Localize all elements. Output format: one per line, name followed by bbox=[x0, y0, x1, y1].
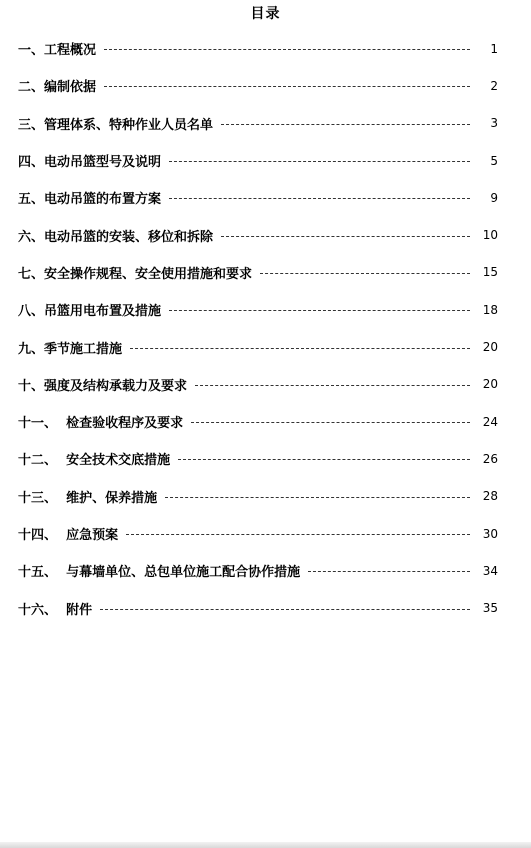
toc-entry-page: 24 bbox=[482, 414, 498, 429]
toc-entry-page: 15 bbox=[482, 265, 498, 280]
page-bottom-edge bbox=[0, 842, 531, 848]
toc-entry-page: 20 bbox=[482, 377, 498, 392]
toc-dot-leader bbox=[178, 459, 470, 460]
toc-entry-page: 1 bbox=[490, 41, 498, 56]
toc-entry[interactable] bbox=[18, 254, 498, 291]
toc-entry[interactable] bbox=[18, 366, 498, 403]
toc-entry-title: 附件 bbox=[66, 602, 93, 618]
toc-title: 目录 bbox=[250, 6, 281, 22]
toc-entry-page: 28 bbox=[482, 489, 498, 504]
toc-entry-page: 26 bbox=[482, 451, 498, 466]
toc-list bbox=[18, 30, 498, 627]
toc-entry[interactable] bbox=[18, 328, 498, 365]
toc-entry-title: 强度及结构承载力及要求 bbox=[44, 378, 188, 394]
toc-dot-leader bbox=[104, 49, 470, 50]
toc-entry-number: 七、 bbox=[18, 266, 45, 282]
toc-dot-leader bbox=[165, 497, 470, 498]
toc-entry[interactable] bbox=[18, 552, 498, 589]
toc-entry[interactable] bbox=[18, 515, 498, 552]
toc-entry[interactable] bbox=[18, 179, 498, 216]
toc-entry-title: 维护、保养措施 bbox=[66, 490, 158, 506]
toc-dot-leader bbox=[308, 571, 470, 572]
toc-entry-number: 五、 bbox=[18, 192, 45, 208]
toc-entry-page: 10 bbox=[482, 228, 498, 243]
toc-entry[interactable] bbox=[18, 440, 498, 477]
toc-dot-leader bbox=[221, 124, 470, 125]
toc-entry[interactable] bbox=[18, 142, 498, 179]
toc-entry-page: 5 bbox=[490, 153, 498, 168]
toc-entry-page: 18 bbox=[482, 302, 498, 317]
toc-dot-leader bbox=[104, 86, 470, 87]
toc-dot-leader bbox=[260, 273, 470, 274]
toc-entry-number: 八、 bbox=[18, 304, 45, 320]
toc-entry-page: 30 bbox=[482, 526, 498, 541]
toc-entry-title: 电动吊篮型号及说明 bbox=[44, 155, 162, 171]
toc-entry-number: 三、 bbox=[18, 117, 45, 133]
toc-entry-page: 9 bbox=[490, 190, 498, 205]
toc-entry[interactable] bbox=[18, 105, 498, 142]
toc-entry-number: 二、 bbox=[18, 80, 45, 96]
toc-dot-leader bbox=[221, 236, 470, 237]
toc-entry-page: 20 bbox=[482, 340, 498, 355]
toc-entry-number: 十二、 bbox=[18, 453, 67, 469]
toc-entry-page: 3 bbox=[490, 116, 498, 131]
toc-entry-number: 十、 bbox=[18, 378, 45, 394]
toc-entry-title: 电动吊篮的布置方案 bbox=[44, 192, 162, 208]
toc-entry[interactable] bbox=[18, 30, 498, 67]
toc-dot-leader bbox=[169, 198, 470, 199]
toc-dot-leader bbox=[126, 534, 470, 535]
toc-entry-title: 应急预案 bbox=[66, 528, 119, 543]
toc-dot-leader bbox=[130, 348, 470, 349]
toc-dot-leader bbox=[169, 310, 470, 311]
toc-entry-number: 六、 bbox=[18, 229, 45, 245]
toc-entry-page: 35 bbox=[482, 601, 498, 616]
toc-entry[interactable] bbox=[18, 478, 498, 515]
toc-entry[interactable] bbox=[18, 216, 498, 253]
toc-entry-title: 吊篮用电布置及措施 bbox=[44, 304, 162, 320]
toc-entry-number: 十六、 bbox=[18, 602, 67, 618]
toc-entry-number: 十一、 bbox=[18, 416, 67, 432]
toc-entry-page: 2 bbox=[490, 78, 498, 93]
toc-entry-number: 四、 bbox=[18, 155, 45, 171]
toc-entry-number: 十四、 bbox=[18, 528, 67, 543]
toc-dot-leader bbox=[169, 161, 470, 162]
toc-entry[interactable] bbox=[18, 291, 498, 328]
toc-entry-number: 一、 bbox=[18, 43, 45, 59]
toc-entry-number: 十三、 bbox=[18, 490, 67, 506]
toc-entry[interactable] bbox=[18, 67, 498, 104]
toc-entry-title: 检查验收程序及要求 bbox=[66, 416, 184, 432]
toc-entry-title: 编制依据 bbox=[44, 80, 97, 96]
toc-entry-title: 电动吊篮的安装、移位和拆除 bbox=[44, 229, 214, 245]
toc-entry[interactable] bbox=[18, 589, 498, 626]
toc-entry-title: 安全操作规程、安全使用措施和要求 bbox=[44, 266, 253, 282]
toc-entry-title: 季节施工措施 bbox=[44, 341, 123, 357]
toc-dot-leader bbox=[195, 385, 470, 386]
toc-entry[interactable] bbox=[18, 403, 498, 440]
toc-entry-title: 与幕墙单位、总包单位施工配合协作措施 bbox=[66, 565, 301, 581]
toc-dot-leader bbox=[191, 422, 470, 423]
toc-entry-title: 安全技术交底措施 bbox=[66, 453, 171, 469]
toc-entry-title: 工程概况 bbox=[44, 43, 97, 59]
toc-entry-page: 34 bbox=[482, 563, 498, 578]
toc-entry-title: 管理体系、特种作业人员名单 bbox=[44, 117, 214, 133]
toc-entry-number: 十五、 bbox=[18, 565, 67, 581]
toc-dot-leader bbox=[100, 609, 470, 610]
toc-entry-number: 九、 bbox=[18, 341, 45, 357]
